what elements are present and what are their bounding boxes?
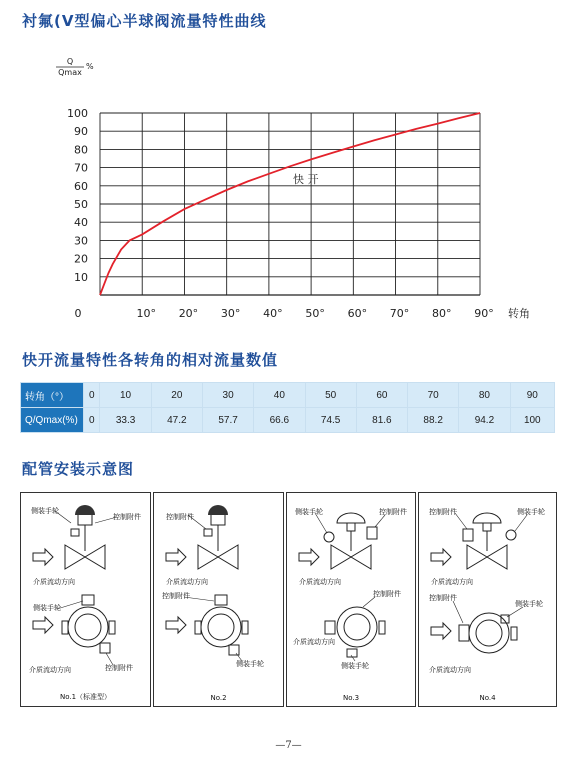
table-cell: 0 [84, 383, 100, 408]
install-panel-1 [20, 492, 151, 707]
diagram-heading: 配管安装示意图 [22, 460, 135, 478]
x-tick-label: 60° [347, 307, 368, 320]
y-tick-label: 50 [74, 198, 88, 211]
table-cell: 0 [84, 408, 100, 433]
label-flow: 介质流动方向 [299, 578, 341, 586]
label-control-2: 控制附件 [105, 664, 133, 672]
label-handwheel: 侧装手轮 [517, 508, 545, 516]
x-tick-label: 80° [432, 307, 452, 320]
y-tick-label: 80 [74, 143, 88, 157]
y-label-denominator: Qmax [58, 68, 82, 77]
table-cell: 94.2 [459, 408, 510, 433]
label-flow: 介质流动方向 [166, 578, 208, 586]
x-tick-label: 20° [178, 307, 199, 320]
page-number: —7— [275, 740, 302, 751]
install-diagram-3 [287, 493, 415, 706]
y-tick-label: 20 [74, 252, 88, 266]
label-control-2: 控制附件 [162, 592, 190, 600]
table-cell: 90 [510, 383, 554, 408]
x-tick-label: 0 [74, 307, 82, 320]
table-cell: 50 [305, 383, 356, 408]
x-tick-label: 90° [474, 307, 494, 320]
y-tick-label: 60 [74, 179, 88, 193]
table-row-flow [21, 408, 555, 433]
x-axis-label: 转角 [508, 307, 530, 320]
label-handwheel: 侧装手轮 [295, 508, 323, 516]
install-panel-4 [418, 492, 557, 707]
chart-grid [100, 113, 480, 295]
label-flow: 介质流动方向 [33, 578, 75, 586]
table-cell: 88.2 [408, 408, 459, 433]
table-cell: 100 [510, 408, 554, 433]
table-cell: 40 [254, 383, 305, 408]
row-label-flow: Q/Qmax(%) [21, 408, 84, 433]
label-control-2: 控制附件 [373, 590, 401, 598]
label-flow-2: 介质流动方向 [29, 666, 71, 674]
x-tick-label: 30° [220, 307, 241, 320]
table-cell: 33.3 [100, 408, 151, 433]
label-control: 控制附件 [379, 508, 407, 516]
label-flow-2: 介质流动方向 [293, 638, 335, 646]
table-cell: 70 [408, 383, 459, 408]
x-tick-label: 50° [305, 307, 325, 320]
install-panel-2 [153, 492, 284, 707]
label-handwheel-2: 侧装手轮 [341, 662, 369, 670]
x-tick-label: 10° [136, 307, 156, 320]
label-control-2: 控制附件 [429, 594, 457, 602]
row-label-angle: 转角（°） [21, 383, 84, 408]
table-cell: 47.2 [151, 408, 202, 433]
label-flow-2: 介质流动方向 [429, 666, 471, 674]
x-tick-label: 70° [389, 307, 410, 320]
table-row-angle [21, 383, 555, 408]
x-tick-label: 40° [263, 307, 283, 320]
table-cell: 74.5 [305, 408, 356, 433]
table-cell: 81.6 [356, 408, 407, 433]
panel-number: No.4 [479, 694, 496, 702]
table-cell: 66.6 [254, 408, 305, 433]
flow-value-table [20, 382, 555, 433]
y-label-unit: % [86, 62, 94, 71]
panel-number: No.3 [342, 694, 360, 702]
y-tick-label: 30 [74, 234, 88, 248]
y-tick-labels [67, 107, 88, 284]
y-tick-label: 70 [74, 161, 88, 175]
y-tick-label: 90 [74, 125, 88, 139]
label-handwheel: 侧装手轮 [31, 507, 59, 515]
x-tick-labels [75, 307, 494, 320]
y-label-numerator: Q [66, 57, 74, 66]
label-control: 控制附件 [429, 508, 457, 516]
label-handwheel-2: 侧装手轮 [33, 604, 61, 612]
y-tick-label: 40 [74, 216, 88, 230]
panel-number: No.1（标准型） [59, 693, 112, 701]
table-cell: 60 [356, 383, 407, 408]
table-cell: 10 [100, 383, 151, 408]
table-cell: 57.7 [202, 408, 253, 433]
install-panel-3 [286, 492, 416, 707]
y-tick-label: 10 [74, 270, 88, 284]
flow-characteristic-chart [0, 40, 577, 340]
label-handwheel-2: 侧装手轮 [236, 660, 264, 668]
label-handwheel-2: 侧装手轮 [515, 600, 543, 608]
label-flow: 介质流动方向 [431, 578, 473, 586]
table-heading: 快开流量特性各转角的相对流量数值 [22, 351, 279, 369]
panel-number: No.2 [210, 694, 227, 702]
label-control: 控制附件 [113, 513, 141, 521]
table-cell: 20 [151, 383, 202, 408]
table-cell: 30 [202, 383, 253, 408]
y-tick-label: 100 [67, 107, 88, 120]
chart-heading: 衬氟(V型偏心半球阀流量特性曲线 [22, 12, 267, 30]
table-cell: 80 [459, 383, 510, 408]
curve-annotation: 快 开 [293, 173, 319, 186]
label-control: 控制附件 [166, 513, 194, 521]
